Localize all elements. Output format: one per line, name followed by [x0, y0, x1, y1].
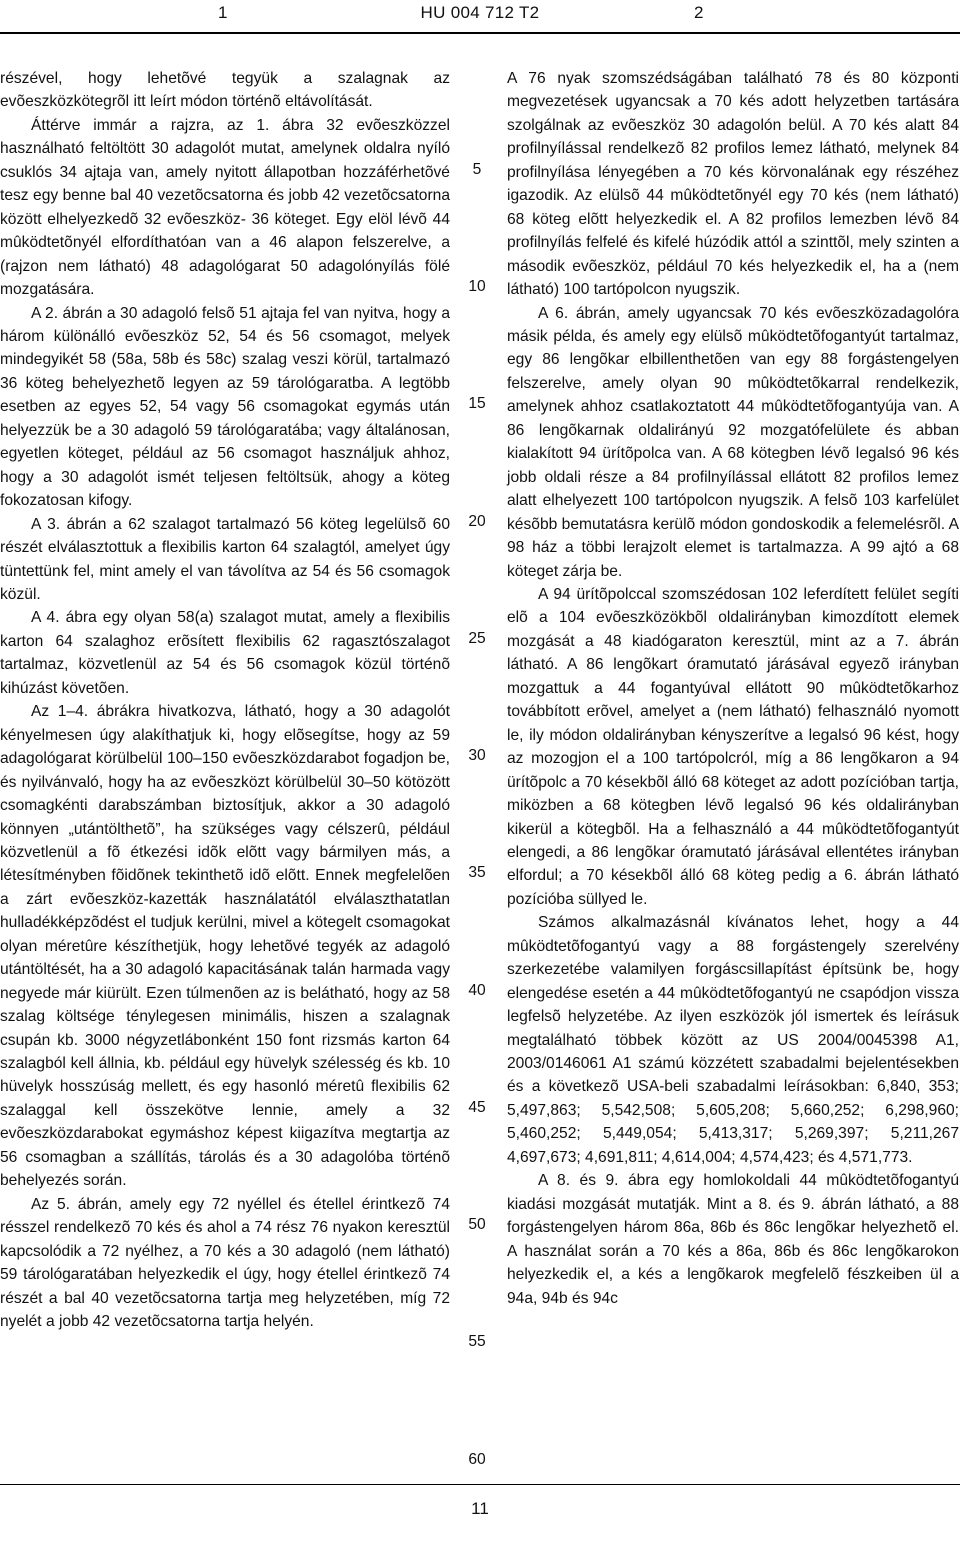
line-number: 60: [468, 1451, 486, 1468]
line-number: 10: [468, 278, 486, 295]
page-number: 11: [471, 1499, 489, 1518]
paragraph: A 4. ábra egy olyan 58(a) szalagot mutat, amely a flexibilis karton 64 szalaghoz erõsített flexibilis 62 ragasztószalagot tartalmaz, közvetlenül az 54 és 56 csomagok közül történõ kihúzást követõen.: [0, 609, 450, 697]
paragraph: A 3. ábrán a 62 szalagot tartalmazó 56 köteg legelülsõ 60 részét elválasztottuk a flexibilis karton 64 szalagtól, amelyet úgy tüntettünk fel, mint amely el van távolítva az 54 és 56 csomagok közül.: [0, 515, 450, 603]
paragraph: A 6. ábrán, amely ugyancsak 70 kés evõeszközadagolóra másik példa, és amely egy elülsõ mûködtetõfogantyút tartalmaz, egy 86 lengõkar elbillenthetõen van egy 88 forgástengelyen felszerelve, amely olyan 90 mûködtetõkarral rendelkezik, amelynek ahhoz csatlakoztatott 44 mûködtetõfogantyúja van. A 86 lengõkarnak oldalirányú 92 mozgatófelülete és abban kialakított 94 ürítõpolca van. A 68 kötegben lévõ legalsó 96 kés jobb oldali része a 84 profilnyílással ellátott 82 profilos lemez alatt elhelyezett 100 tartópolcon nyugszik. A felsõ 103 karfelület késõbb bemutatásra kerülõ módon gondoskodik a felemelésrõl. A 98 ház a többi lerajzolt elemet is tartalmazza. A 99 ajtó a 68 köteget zárja be.: [507, 304, 959, 580]
right-column: [507, 67, 959, 1310]
paragraph: A 76 nyak szomszédságában található 78 és 80 központi megvezetések ugyancsak a 70 kés adott helyzetben tartására szolgálnak az evõeszköz 30 adagolón belül. A 70 kés alatt 84 profilnyílással rendelkezõ 82 profilos lemez látható, melynek 84 profilnyílása lényegében a 70 kés körvonalának egy részéhez igazodik. Az elülsõ 44 mûködtetõnyél egy 70 kés (nem látható) 68 köteg elõtt helyezkedik el. A 82 profilos lemezben lévõ 84 profilnyílás felfelé és kifelé húzódik attól a szinttõl, mely szinten a második evõeszköz, például 70 kés helyezkedik el, ha a (nem látható) 100 tartópolcon nyugszik.: [507, 70, 959, 299]
paragraph: A 94 ürítõpolccal szomszédosan 102 leferdített felület segíti elõ a 104 evõeszközökbõl oldalirányban kimozdított elemek mozgását a 48 kiadógaraton keresztül, mint az a 7. ábrán látható. A 86 lengõkart óramutató járásával egyezõ irányban mozgattuk a 44 fogantyúval ellátott 90 mûködtetõkarhoz továbbított erõvel, amelyet a (nem látható) felhasználó nyomott le, ily módon oldalirányban kényszerítve a legalsó 96 kést, hogy az mozogjon el a 100 tartópolcról, míg a 86 lengõkaron a 94 ürítõpolc a 70 késekbõl álló 68 köteget az adott pozícióban tartja, miközben a 68 kötegben lévõ legalsó 96 kés oldalirányban kikerül a kötegbõl. Ha a felhasználó a 44 mûködtetõfogantyút elengedi, a 86 lengõkar óramutató járásával ellentétes irányban elfordul; a 70 késekbõl álló 68 köteg pedig a 6. ábrán látható pozícióba süllyed le.: [507, 585, 959, 908]
line-number: 50: [468, 1216, 486, 1233]
header-column-number-right: 2: [694, 3, 704, 22]
paragraph: A 2. ábrán a 30 adagoló felsõ 51 ajtaja fel van nyitva, hogy a három különálló evõeszköz 52, 54 és 56 csomagot, melyek mindegyikét 58 (58a, 58b és 58c) szalag veszi körül, tartalmazó 36 köteg behelyezhetõ legyen az 59 tárológaratba. A legtöbb esetben az egyes 52, 54 vagy 56 csomagokat egymás után helyezzük be a 30 adagoló 59 tárológaratába; vagy általánosan, egyetlen köteget, például az 56 csomagot használjuk ahhoz, hogy a 30 adagolót ismét teljesen feltöltsük, ahogy a köteg fokozatosan kifogy.: [0, 304, 450, 510]
line-number: 45: [468, 1099, 486, 1116]
line-number: 20: [468, 513, 486, 530]
header-rule: [0, 32, 960, 34]
line-number: 35: [468, 864, 486, 881]
header-column-number-left: 1: [218, 3, 228, 22]
line-number: 55: [468, 1333, 486, 1350]
line-number: 25: [468, 630, 486, 647]
paragraph: Számos alkalmazásnál kívánatos lehet, hogy a 44 mûködtetõfogantyú vagy a 88 forgástengely szerelvény szerkezetébe valamilyen forgáscsillapítást építsünk be, hogy elengedése esetén a 44 mûködtetõfogantyú ne csapódjon vissza legfelsõ helyzetébe. Az ilyen eszközök jól ismertek és leírásuk megtalálható többek között az US 2004/0045398 A1, 2003/0146061 A1 számú közzétett szabadalmi bejelentésekben és a következõ USA-beli szabadalmi leírásokban: 6,840, 353; 5,497,863; 5,542,508; 5,605,208; 5,660,252; 6,298,960; 5,460,252; 5,449,054; 5,413,317; 5,269,397; 5,211,267 4,697,673; 4,691,811; 4,614,004; 4,574,423; és 4,571,773.: [507, 914, 959, 1166]
line-number: 40: [468, 982, 486, 999]
line-number: 30: [468, 747, 486, 764]
header-document-number: HU 004 712 T2: [420, 3, 540, 22]
paragraph: részével, hogy lehetõvé tegyük a szalagnak az evõeszközkötegrõl itt leírt módon történõ eltávolítását.: [0, 70, 450, 111]
paragraph: Az 1–4. ábrákra hivatkozva, látható, hogy a 30 adagolót kényelmesen úgy alakíthatjuk ki, hogy elõsegítse, hogy az 59 adagológarat körülbelül 100–150 evõeszközdarabot fogadjon be, és nyilvánvaló, hogy ha az evõeszközt körülbelül 30–50 kötözött csomagkénti darabszámban biztosítjuk, akkor a 30 adagoló könnyen „utántölthetõ”, ha szükséges vagy célszerû, például közvetlenül a fõ étkezési idõk elõtt vagy bármilyen más, a létesítményben fõidõnek tekinthetõ idõ elõtt. Ennek megfelelõen a zárt evõeszköz-kazetták használatától elválaszthatatlan hulladékképzõdést el tudjuk kerülni, mivel a kötegelt csomagokat olyan méretûre készíthetjük, hogy lehetõvé tegyék az adagoló utántöltését, ha a 30 adagoló kapacitásának talán harmada vagy negyede már kiürült. Ezen túlmenõen az is belátható, hogy az 58 szalag költsége ténylegesen minimális, hiszen a szalagnak csupán kb. 3000 négyzetlábonként 150 font rizsmás karton 64 szalagból kell állnia, kb. például egy hüvelyk szélesség és kb. 10 hüvelyk hosszúság mellett, és egy hasonló méretû flexibilis 62 szalaggal kell összekötve lennie, amely a 32 evõeszközdarabokat egymáshoz képest kiigazítva megtartja az 56 csomagban a szállítás, tárolás és a 30 adagolóba történõ behelyezés során.: [0, 703, 450, 1190]
left-column: [0, 67, 450, 1333]
line-number: 15: [468, 395, 486, 412]
paragraph: Áttérve immár a rajzra, az 1. ábra 32 evõeszközzel használható feltöltött 30 adagolót mutat, amelynek oldalra nyíló csuklós 34 ajtaja van, amely nyitott állapotban hozzáférhetõvé tesz egy benne bal 40 vezetõcsatorna és jobb 42 vezetõcsatorna között elhelyezkedõ 32 evõeszköz- 36 köteget. Egy elöl lévõ 44 mûködtetõnyél elfordíthatóan van a 46 alapon felszerelve, a (rajzon nem látható) 48 adagológarat 50 adagolónyílás fölé mozgatására.: [0, 116, 450, 299]
line-number: 5: [472, 161, 482, 178]
paragraph: Az 5. ábrán, amely egy 72 nyéllel és étellel érintkezõ 74 résszel rendelkezõ 70 kés és ahol a 74 rész 76 nyakon keresztül kapcsolódik a 72 nyélhez, a 70 kés a 30 adagoló (nem látható) 59 tárológaratában helyezkedik el úgy, hogy étellel érintkezõ 74 részét a bal 40 vezetõcsatorna tartja meg helyzetében, míg 72 nyelét a jobb 42 vezetõcsatorna tartja helyén.: [0, 1195, 450, 1331]
paragraph: A 8. és 9. ábra egy homlokoldali 44 mûködtetõfogantyú kiadási mozgását mutatják. Mint a 8. és 9. ábrán látható, a 88 forgástengelyen három 86a, 86b és 86c lengõkar helyezhetõ el. A használat során a 70 kés a 86a, 86b és 86c lengõkarokon helyezkedik el, a kés a lengõkarok megfelelõ fészkeiben ül a 94a, 94b és 94c: [507, 1172, 959, 1307]
footer-rule: [0, 1484, 960, 1485]
